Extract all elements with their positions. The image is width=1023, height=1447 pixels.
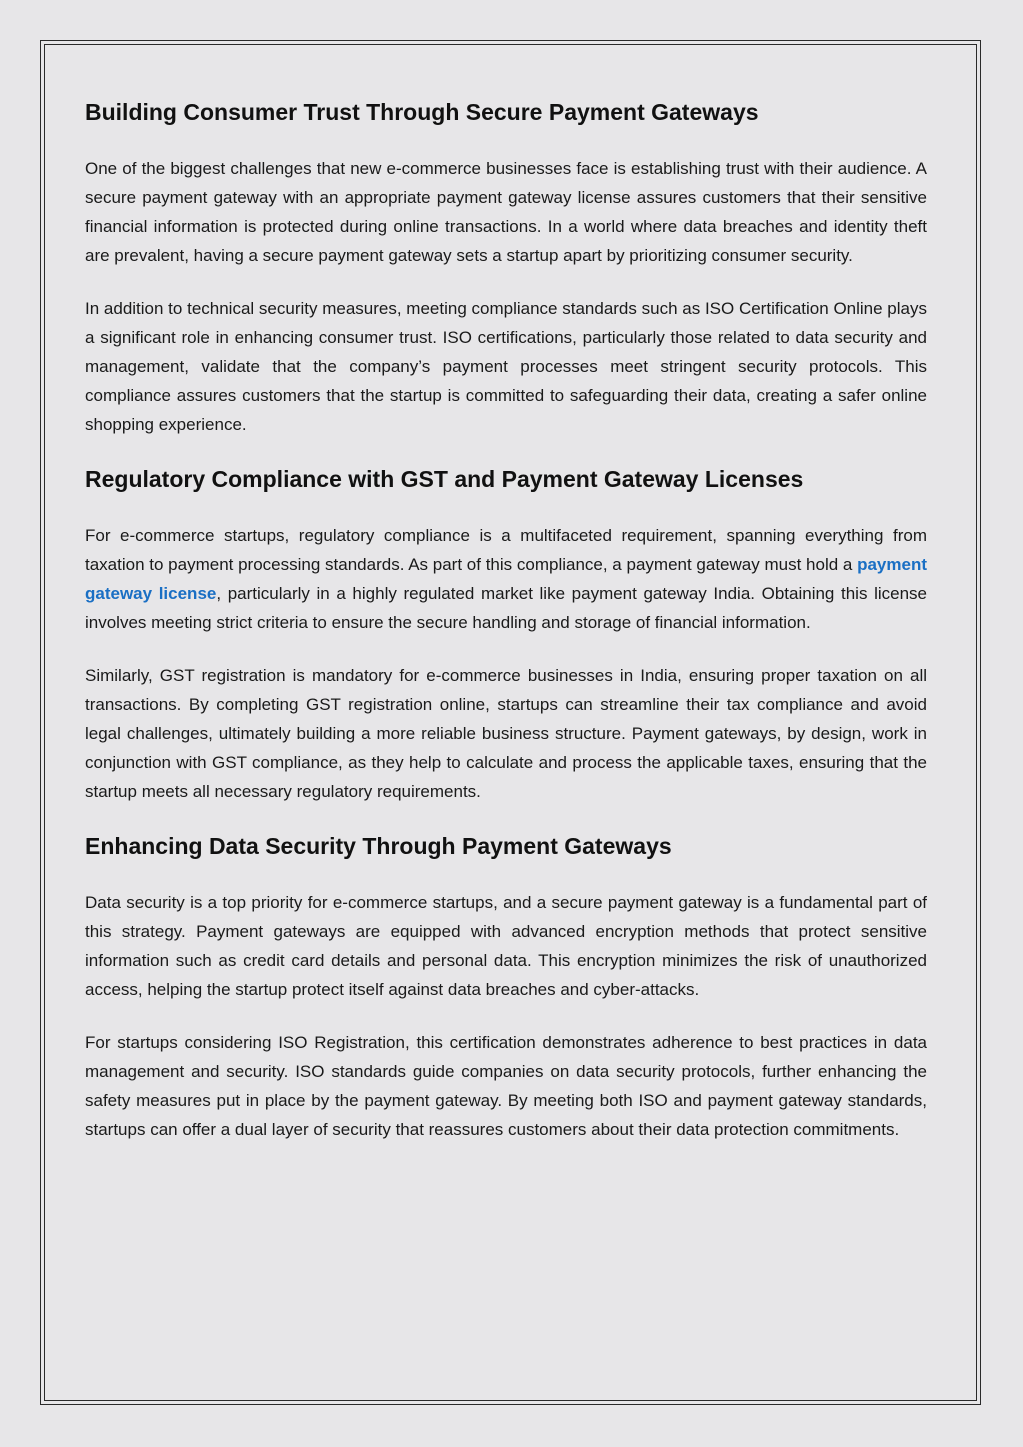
section-heading: Enhancing Data Security Through Payment Gateways [85, 833, 672, 859]
paragraph: Data security is a top priority for e-commerce startups, and a secure payment gateway is a fundamental part of this strategy. Payment gateways are equipped with advanced encryption methods that protect sensitive information such as credit card details and personal data. This encryption minimizes the risk of unauthorized access, helping the startup protect itself against data breaches and cyber-attacks. [85, 893, 927, 999]
section-regulatory-compliance [85, 463, 927, 806]
paragraph-text: For e-commerce startups, regulatory compliance is a multifaceted requirement, spanning everything from taxation to payment processing standards. As part of this compliance, a payment gateway must hold a [85, 526, 927, 574]
section-consumer-trust [85, 96, 927, 439]
paragraph: For startups considering ISO Registration, this certification demonstrates adherence to best practices in data management and security. ISO standards guide companies on data security protocols, further enhancing the safety measures put in place by the payment gateway. By meeting both ISO and payment gateway standards, startups can offer a dual layer of security that reassures customers about their data protection commitments. [85, 1033, 927, 1139]
paragraph: In addition to technical security measures, meeting compliance standards such as ISO Certification Online plays a significant role in enhancing consumer trust. ISO certifications, particularly those related to data security and management, validate that the company’s payment processes meet stringent security protocols. This compliance assures customers that the startup is committed to safeguarding their data, creating a safer online shopping experience. [85, 299, 927, 434]
section-heading: Building Consumer Trust Through Secure Payment Gateways [85, 99, 759, 125]
section-heading: Regulatory Compliance with GST and Payment Gateway Licenses [85, 466, 804, 492]
payment-gateway-license-link[interactable]: payment gateway license [85, 555, 927, 603]
paragraph: One of the biggest challenges that new e-commerce businesses face is establishing trust with their audience. A secure payment gateway with an appropriate payment gateway license assures customers that their sensitive financial information is protected during online transactions. In a world where data breaches and identity theft are prevalent, having a secure payment gateway sets a startup apart by prioritizing consumer security. [85, 159, 927, 265]
paragraph-text: , particularly in a highly regulated market like payment gateway India. Obtaining this license involves meeting strict criteria to ensure the secure handling and storage of financial information. [85, 584, 927, 632]
paragraph [85, 521, 927, 637]
document-body [85, 96, 927, 1168]
section-data-security [85, 830, 927, 1144]
paragraph: Similarly, GST registration is mandatory for e-commerce businesses in India, ensuring proper taxation on all transactions. By completing GST registration online, startups can streamline their tax compliance and avoid legal challenges, ultimately building a more reliable business structure. Payment gateways, by design, work in conjunction with GST compliance, as they help to calculate and process the applicable taxes, ensuring that the startup meets all necessary regulatory requirements. [85, 666, 927, 801]
